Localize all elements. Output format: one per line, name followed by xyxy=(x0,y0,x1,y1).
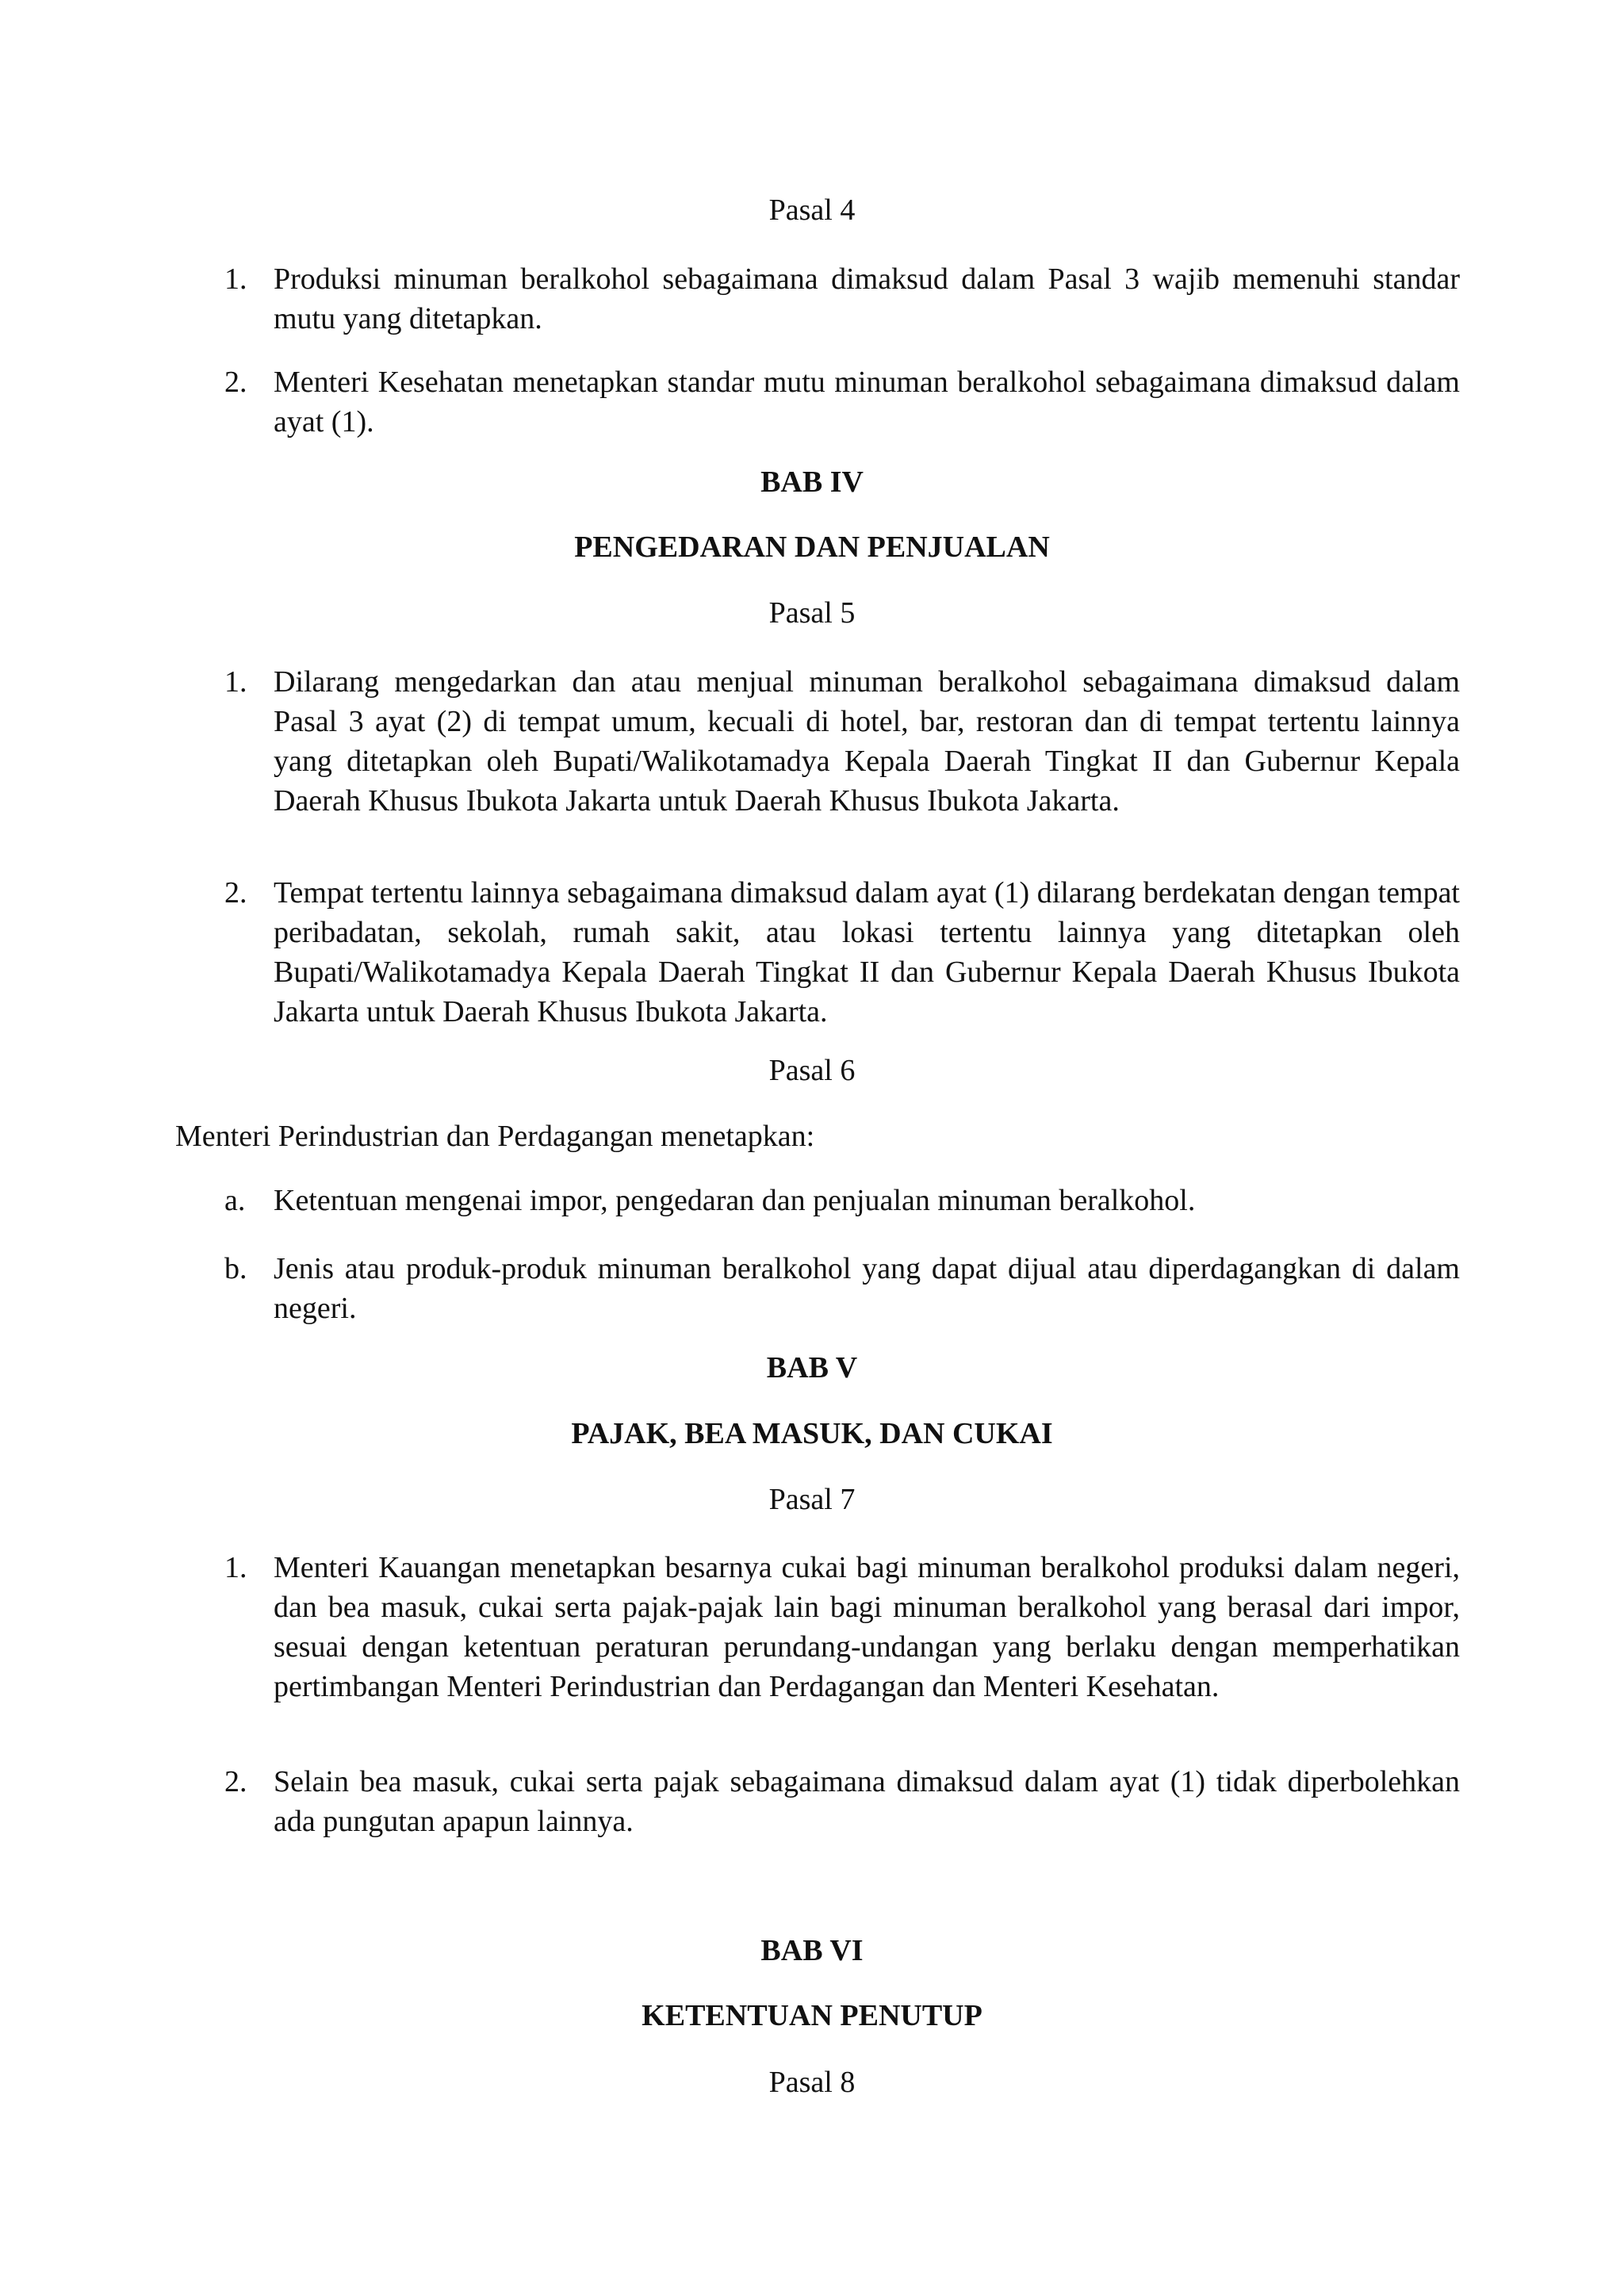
list-marker: 1. xyxy=(224,262,247,296)
pasal-6-heading: Pasal 6 xyxy=(768,1054,856,1087)
pasal-8-heading: Pasal 8 xyxy=(768,2066,856,2099)
bab-5-heading: BAB V xyxy=(766,1351,858,1384)
list-marker: 1. xyxy=(224,665,247,699)
list-item-text: Menteri Kesehatan menetapkan standar mutu minuman beralkohol sebagaimana dimaksud dalam ayat (1). xyxy=(274,366,1460,439)
bab-5-title: PAJAK, BEA MASUK, DAN CUKAI xyxy=(571,1417,1053,1450)
bab-4-heading: BAB IV xyxy=(760,465,864,499)
bab-6-title: KETENTUAN PENUTUP xyxy=(642,1999,982,2032)
pasal-4-heading: Pasal 4 xyxy=(768,193,856,227)
list-marker: b. xyxy=(224,1252,247,1285)
list-item-text: Produksi minuman beralkohol sebagaimana dimaksud dalam Pasal 3 wajib memenuhi standar mutu yang ditetapkan. xyxy=(274,262,1460,335)
list-item-text: Tempat tertentu lainnya sebagaimana dimaksud dalam ayat (1) dilarang berdekatan dengan tempat peribadatan, sekolah, rumah sakit, atau lokasi tertentu lainnya yang ditetapkan oleh Bupati/Walikotamadya Kepala Daerah Tingkat II dan Gubernur Kepala Daerah Khusus Ibukota Jakarta untuk Daerah Khusus Ibukota Jakarta. xyxy=(274,876,1460,1028)
list-marker: 2. xyxy=(224,366,247,399)
list-marker: 2. xyxy=(224,876,247,910)
pasal-7-heading: Pasal 7 xyxy=(768,1483,856,1516)
list-item-text: Selain bea masuk, cukai serta pajak sebagaimana dimaksud dalam ayat (1) tidak diperbolehkan ada pungutan apapun lainnya. xyxy=(274,1765,1460,1838)
pasal-6-intro: Menteri Perindustrian dan Perdagangan menetapkan: xyxy=(175,1120,815,1153)
bab-4-title: PENGEDARAN DAN PENJUALAN xyxy=(574,530,1050,564)
bab-6-heading: BAB VI xyxy=(760,1934,864,1967)
list-marker: 1. xyxy=(224,1551,247,1584)
list-item-text: Dilarang mengedarkan dan atau menjual minuman beralkohol sebagaimana dimaksud dalam Pasal 3 ayat (2) di tempat umum, kecuali di hotel, bar, restoran dan di tempat tertentu lainnya yang ditetapkan oleh Bupati/Walikotamadya Kepala Daerah Tingkat II dan Gubernur Kepala Daerah Khusus Ibukota Jakarta untuk Daerah Khusus Ibukota Jakarta. xyxy=(274,665,1460,818)
list-item-text: Ketentuan mengenai impor, pengedaran dan penjualan minuman beralkohol. xyxy=(274,1184,1196,1217)
list-item-text: Jenis atau produk-produk minuman beralkohol yang dapat dijual atau diperdagangkan di dalam negeri. xyxy=(274,1252,1460,1325)
pasal-5-heading: Pasal 5 xyxy=(768,596,856,630)
list-marker: 2. xyxy=(224,1765,247,1798)
list-item-text: Menteri Kauangan menetapkan besarnya cukai bagi minuman beralkohol produksi dalam negeri, dan bea masuk, cukai serta pajak-pajak lain bagi minuman beralkohol yang berasal dari impor, sesuai dengan ketentuan peraturan perundang-undangan yang berlaku dengan memperhatikan pertimbangan Menteri Perindustrian dan Perdagangan dan Menteri Kesehatan. xyxy=(274,1551,1460,1703)
list-marker: a. xyxy=(224,1184,246,1217)
